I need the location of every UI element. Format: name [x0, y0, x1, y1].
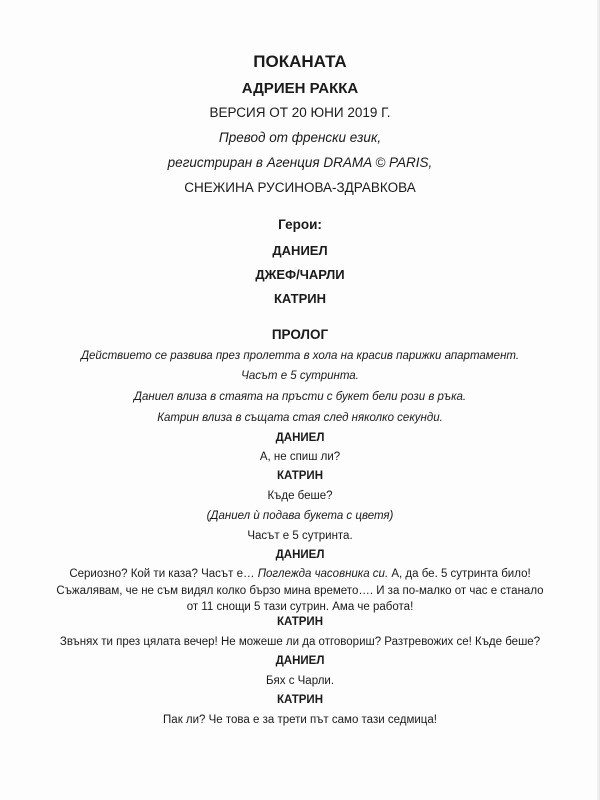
dialogue-text: Сериозно? Кой ти каза? Часът е… [69, 568, 255, 580]
speaker-name: КАТРИН [276, 616, 324, 628]
dialogue-line: А, не спиш ли? [259, 451, 341, 463]
speaker-name: ДАНИЕЛ [275, 432, 325, 444]
dialogue-line: Звънях ти през цялата вечер! Не можеше ли да отговориш? Разтревожих се! Къде беше? [59, 636, 541, 648]
speaker-name: ДАНИЕЛ [275, 549, 325, 561]
stage-direction: Действието се развива през пролетта в хола на красив парижки апартамент. [80, 350, 520, 362]
speaker-name: КАТРИН [276, 694, 324, 706]
dialogue-line: Къде беше? [267, 490, 333, 502]
dialogue-text: А, да бе. 5 сутринта било! Съжалявам, че не съм видял колко бързо мина времето…. И за по-малко от час е станало от 11 снощи 5 тази сутрин. Ама че работа! [56, 568, 544, 614]
dialogue-line: Пак ли? Че това е за трети път само тази седмица! [163, 714, 437, 726]
translator-name: СНЕЖИНА РУСИНОВА-ЗДРАВКОВА [184, 180, 416, 195]
speaker-name: ДАНИЕЛ [275, 655, 325, 667]
inline-stage-direction: Поглежда часовника си. [257, 568, 389, 580]
stage-direction: Часът е 5 сутринта. [241, 370, 359, 382]
stage-direction: Катрин влиза в същата стая след няколко секунди. [157, 412, 443, 424]
characters-heading: Герои: [278, 217, 322, 232]
dialogue-line: Бях с Чарли. [265, 675, 335, 687]
dialogue-paragraph [55, 566, 545, 616]
dialogue-line: Часът е 5 сутринта. [247, 530, 353, 542]
version-date: ВЕРСИЯ ОТ 20 ЮНИ 2019 Г. [209, 105, 391, 120]
registration-note: регистриран в Агенция DRAMA © PARIS, [167, 155, 433, 170]
stage-direction: (Даниел ѝ подава букета с цветя) [206, 510, 394, 522]
translation-note: Превод от френски език, [218, 130, 382, 145]
character-item: ДЖЕФ/ЧАРЛИ [255, 267, 345, 282]
character-item: КАТРИН [273, 291, 327, 306]
author-name: АДРИЕН РАККА [241, 80, 359, 97]
stage-direction: Даниел влиза в стаята на пръсти с букет бели рози в ръка. [133, 391, 467, 403]
play-title: ПОКАНАТА [253, 52, 347, 71]
speaker-name: КАТРИН [276, 470, 324, 482]
prologue-heading: ПРОЛОГ [271, 327, 329, 342]
character-item: ДАНИЕЛ [272, 243, 328, 258]
